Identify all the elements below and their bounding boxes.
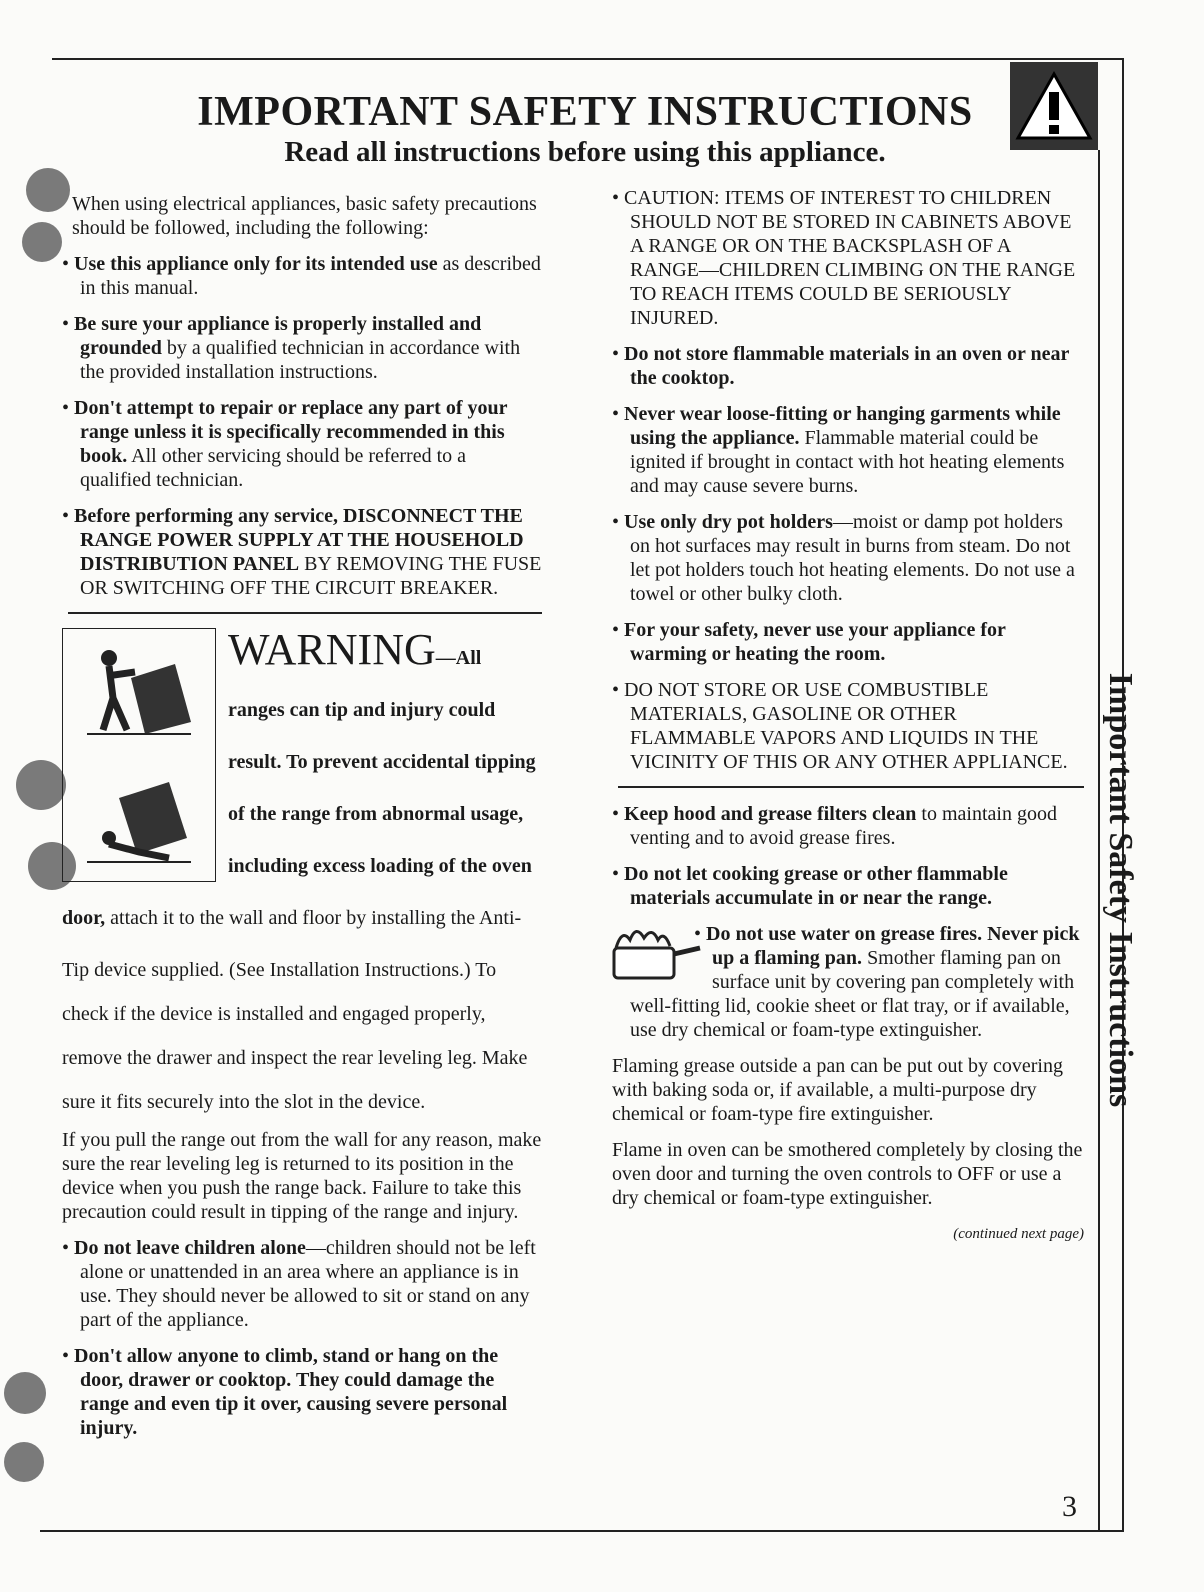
page-title: IMPORTANT SAFETY INSTRUCTIONS <box>197 89 973 135</box>
list-item: • For your safety, never use your appliance for warming or heating the room. <box>612 618 1084 666</box>
warning-paragraph: If you pull the range out from the wall for any reason, make sure the rear leveling leg is returned to its position in the device when you push the range back. Failure to take this precaution could result in tipping of the range and injury. <box>62 1129 542 1223</box>
side-title-text: Important Safety Instructions <box>1102 672 1139 1108</box>
list-item: • Be sure your appliance is properly installed and grounded by a qualified technician in accordance with the provided installation instructions. <box>62 312 542 384</box>
list-item: • Never wear loose-fitting or hanging garments while using the appliance. Flammable material could be ignited if brought in contact with hot heating elements and may cause severe burns. <box>612 402 1084 498</box>
warning-heading: WARNING—All ranges can tip and injury could result. To prevent accidental tipping of the range from abnormal usage, including excess loading of the oven door, attach it to the wall and floor by installing the Anti-Tip device supplied. (See Installation Instructions.) To check if the device is installed and engaged properly, remove the drawer and inspect the rear leveling leg. Make sure it fits securely into the slot in the device. <box>62 625 536 1113</box>
list-item: • Before performing any service, DISCONNECT THE RANGE POWER SUPPLY AT THE HOUSEHOLD DISTRIBUTION PANEL BY REMOVING THE FUSE OR SWITCHING OFF THE CIRCUIT BREAKER. <box>62 504 542 600</box>
list-item: • Use only dry pot holders—moist or damp pot holders on hot surfaces may result in burns from steam. Do not let pot holders touch hot heating elements. Do not use a towel or other bulky cloth. <box>612 510 1084 606</box>
list-item: • Do not leave children alone—children should not be left alone or unattended in an area where an appliance is in use. They should never be allowed to sit or stand on any part of the appliance. <box>62 1236 542 1332</box>
left-column <box>62 192 542 1452</box>
warning-triangle-icon <box>1014 70 1094 142</box>
binder-hole <box>4 1372 46 1414</box>
warning-section <box>62 625 542 1128</box>
page-subtitle: Read all instructions before using this appliance. <box>284 136 886 168</box>
flaming-pan-icon <box>606 922 702 986</box>
warning-box <box>1010 62 1098 150</box>
list-item: • Don't attempt to repair or replace any part of your range unless it is specifically recommended in this book. All other servicing should be referred to a qualified technician. <box>62 396 542 492</box>
section-divider <box>68 612 542 614</box>
page-number: 3 <box>1062 1490 1077 1523</box>
list-item: • Don't allow anyone to climb, stand or hang on the door, drawer or cooktop. They could damage the range and even tip it over, causing severe personal injury. <box>62 1344 542 1440</box>
list-item: • Use this appliance only for its intended use as described in this manual. <box>62 252 542 300</box>
paragraph: Flaming grease outside a pan can be put out by covering with baking soda or, if available, a multi-purpose dry chemical or foam-type fire extinguisher. <box>612 1055 1063 1125</box>
tipping-range-icon <box>79 642 199 742</box>
binder-hole <box>16 760 66 810</box>
bottom-rule <box>40 1530 1124 1532</box>
list-item: • Do not store flammable materials in an oven or near the cooktop. <box>612 342 1084 390</box>
binder-hole <box>22 222 62 262</box>
warning-word: WARNING <box>228 625 436 674</box>
list-item: • Do not use water on grease fires. Never pick up a flaming pan. Smother flaming pan on surface unit by covering pan completely with well-fitting lid, cookie sheet or flat tray, or if available, use dry chemical or foam-type extinguisher. <box>612 922 1084 1042</box>
tipping-range-icon <box>79 768 199 868</box>
binder-hole <box>4 1442 44 1482</box>
list-item: • DO NOT STORE OR USE COMBUSTIBLE MATERIALS, GASOLINE OR OTHER FLAMMABLE VAPORS AND LIQUIDS IN THE VICINITY OF THIS OR ANY OTHER APPLIANCE. <box>612 678 1084 774</box>
right-column <box>612 186 1084 1258</box>
list-item: • CAUTION: ITEMS OF INTEREST TO CHILDREN SHOULD NOT BE STORED IN CABINETS ABOVE A RANGE OR ON THE BACKSPLASH OF A RANGE—CHILDREN CLIMBING ON THE RANGE TO REACH ITEMS COULD BE SERIOUSLY INJURED. <box>612 186 1084 330</box>
list-item: • Keep hood and grease filters clean to maintain good venting and to avoid grease fires. <box>612 802 1084 850</box>
intro-text: When using electrical appliances, basic safety precautions should be followed, including the following: <box>72 193 537 239</box>
list-item: • Do not let cooking grease or other flammable materials accumulate in or near the range. <box>612 862 1084 910</box>
anti-tip-figure <box>62 628 216 882</box>
top-rule <box>52 58 1124 60</box>
section-divider <box>618 786 1084 788</box>
paragraph: Flame in oven can be smothered completely by closing the oven door and turning the oven controls to OFF or use a dry chemical or foam-type extinguisher. <box>612 1139 1083 1209</box>
side-section-title <box>1100 150 1140 1530</box>
continued-note: (continued next page) <box>953 1226 1084 1242</box>
